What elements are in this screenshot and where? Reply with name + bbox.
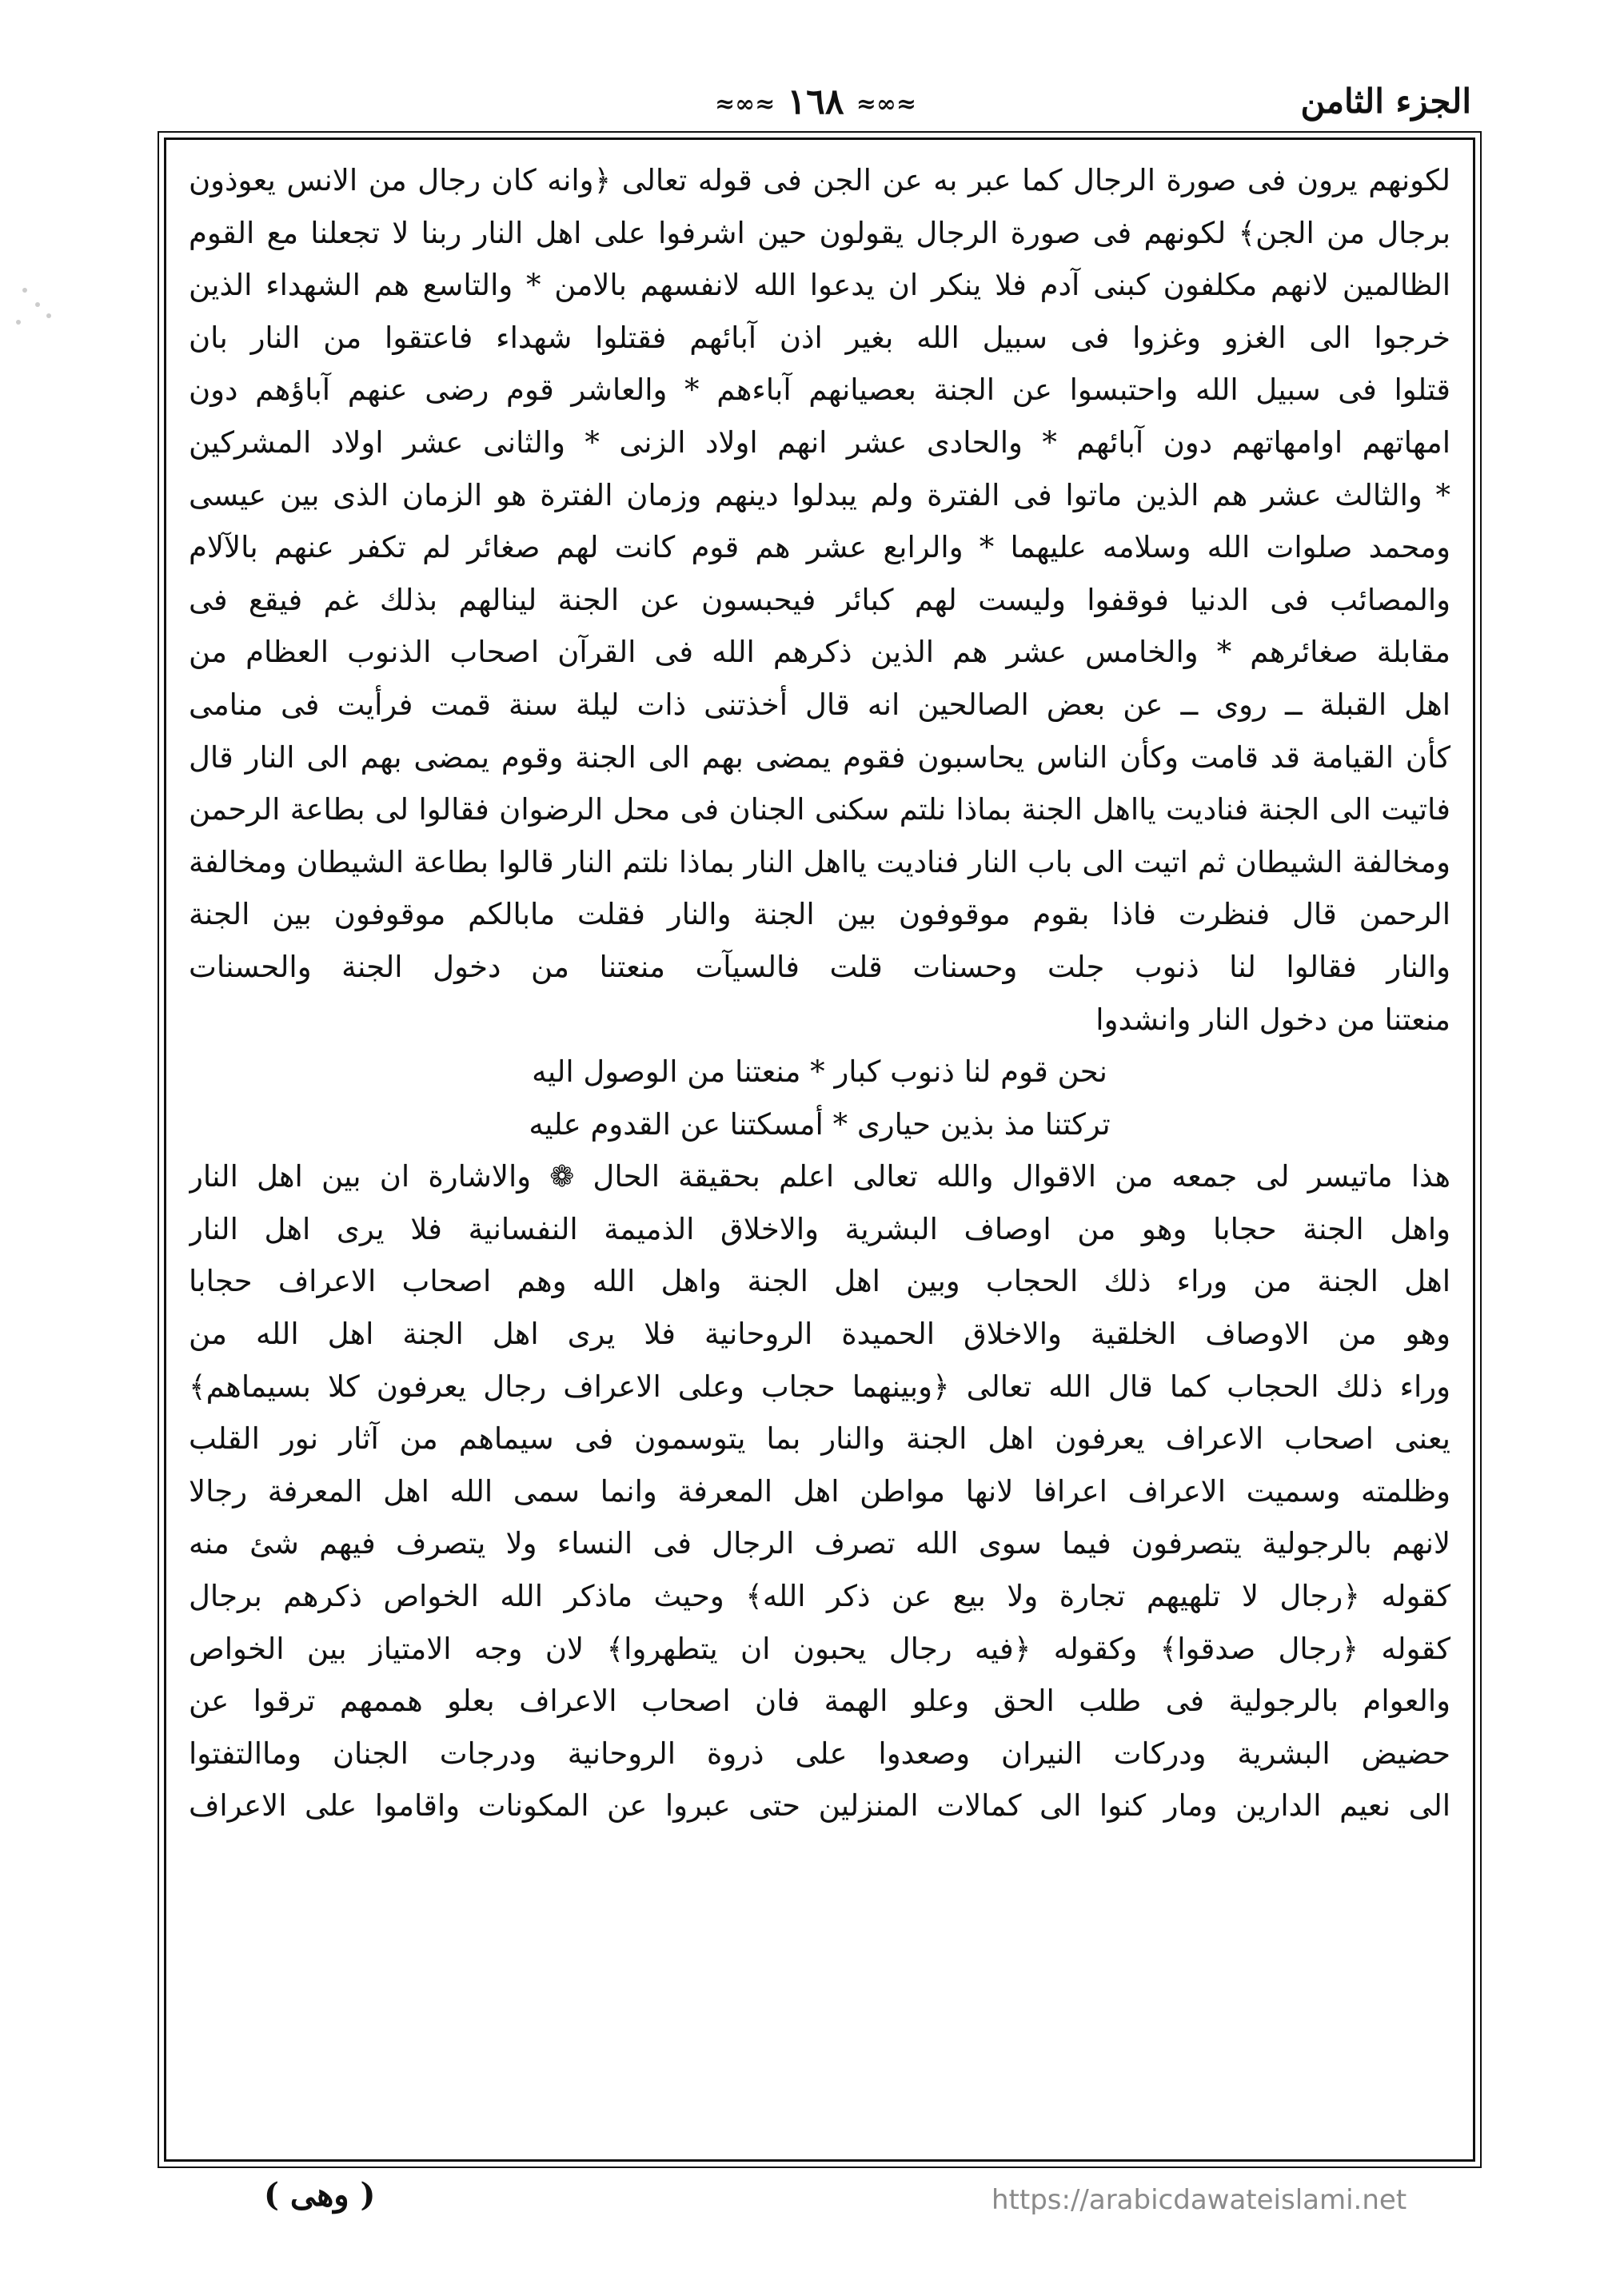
- ornament-right-icon: ≈∞≈: [856, 90, 917, 118]
- text-line: هذا ماتيسر لى جمعه من الاقوال والله تعالى اعلم بحقيقة الحال ❁ والاشارة ان بين اهل النار: [189, 1159, 1450, 1194]
- catchword: ( وهى ): [264, 2176, 376, 2214]
- scan-speck: [16, 320, 21, 325]
- text-frame: [164, 138, 1475, 2162]
- text-line: اهل القبلة ــ روى ــ عن بعض الصالحين انه قال أخذتنى ذات ليلة سنة قمت فرأيت فى منامى: [189, 687, 1450, 722]
- poem-verse: تركتنا مذ بذين حيارى * أمسكتنا عن القدوم عليه: [529, 1106, 1111, 1142]
- text-line: خرجوا الى الغزو وغزوا فى سبيل الله بغير اذن آبائهم فقتلوا شهداء فاعتقوا من النار بان: [189, 320, 1450, 355]
- body-text: [189, 154, 1450, 2151]
- text-line: * والثالث عشر هم الذين ماتوا فى الفترة ولم يبدلوا دينهم وزمان الفترة هو الزمان الذى بين عيسى: [189, 477, 1450, 512]
- text-line: كأن القيامة قد قامت وكأن الناس يحاسبون فقوم يمضى بهم الى الجنة وقوم يمضى بهم الى النار قال: [189, 739, 1450, 775]
- watermark-url: https://arabicdawateislami.net: [992, 2184, 1407, 2216]
- text-line: اهل الجنة من وراء ذلك الحجاب وبين اهل الجنة واهل الله وهم اصحاب الاعراف حجابا: [189, 1264, 1450, 1299]
- page-header: [160, 82, 1471, 130]
- scan-speck: [35, 302, 40, 307]
- text-line: فاتيت الى الجنة فناديت يااهل الجنة بماذا نلتم سكنى الجنان فى محل الرضوان فقالوا لى بطاعة الرحمن: [189, 792, 1450, 827]
- text-line: مقابلة صغائرهم * والخامس عشر هم الذين ذكرهم الله فى القرآن اصحاب الذنوب العظام من: [189, 635, 1450, 670]
- page-number-group: [715, 82, 916, 122]
- poem-verse: نحن قوم لنا ذنوب كبار * منعتنا من الوصول اليه: [532, 1054, 1107, 1090]
- scan-speck: [46, 313, 51, 318]
- text-line: واهل الجنة حجابا وهو من اوصاف البشرية والاخلاق الذميمة النفسانية فلا يرى اهل النار: [189, 1211, 1450, 1246]
- text-line: لانهم بالرجولية يتصرفون فيما سوى الله تصرف الرجال فى النساء ولا يتصرف فيهم شئ منه: [189, 1526, 1450, 1561]
- text-line: ومخالفة الشيطان ثم اتيت الى باب النار فناديت يااهل النار بماذا نلتم النار قالوا بطاعة الشيطان ومخالفة: [189, 844, 1450, 879]
- text-line: وراء ذلك الحجاب كما قال الله تعالى ﴿وبينهما حجاب وعلى الاعراف رجال يعرفون كلا بسيماهم﴾: [189, 1369, 1450, 1404]
- running-head: الجزء الثامن: [1300, 82, 1471, 121]
- scan-speck: [22, 288, 27, 293]
- text-line: ومحمد صلوات الله وسلامه عليهما * والرابع عشر هم قوم كانت لهم صغائر لم تكفر عنهم بالآلام: [189, 530, 1450, 565]
- text-line: كقوله ﴿رجال صدقوا﴾ وكقوله ﴿فيه رجال يحبون ان يتطهروا﴾ لان وجه الامتياز بين الخواص: [189, 1631, 1450, 1666]
- text-line: حضيض البشرية ودركات النيران وصعدوا على ذروة الروحانية ودرجات الجنان وماالتفتوا: [189, 1736, 1450, 1771]
- text-line: والنار فقالوا لنا ذنوب جلت وحسنات قلت فالسيآت منعتنا من دخول الجنة والحسنات: [189, 949, 1450, 984]
- text-line: الظالمين لانهم مكلفون كبنى آدم فلا ينكر ان يدعوا الله لانفسهم بالامن * والتاسع هم الشهداء الذين: [189, 268, 1450, 303]
- text-line: منعتنا من دخول النار وانشدوا: [1095, 1002, 1450, 1037]
- text-line: لكونهم يرون فى صورة الرجال كما عبر به عن الجن فى قوله تعالى ﴿وانه كان رجال من الانس يعوذون: [189, 163, 1450, 197]
- text-line: يعنى اصحاب الاعراف يعرفون اهل الجنة والنار بما يتوسمون فى سيماهم من آثار نور القلب: [189, 1421, 1450, 1457]
- text-line: برجال من الجن﴾ لكونهم فى صورة الرجال يقولون حين اشرفوا على اهل النار ربنا لا تجعلنا مع القوم: [189, 215, 1450, 250]
- text-line: امهاتهم اوامهاتهم دون آبائهم * والحادى عشر انهم اولاد الزنى * والثانى عشر اولاد المشركين: [189, 425, 1450, 460]
- text-line: كقوله ﴿رجال لا تلهيهم تجارة ولا بيع عن ذكر الله﴾ وحيث ماذكر الله الخواص ذكرهم برجال: [189, 1579, 1450, 1614]
- text-line: الرحمن قال فنظرت فاذا بقوم موقوفون بين الجنة والنار فقلت مابالكم موقوفون بين الجنة: [189, 897, 1450, 932]
- text-line: والعوام بالرجولية فى طلب الحق وعلو الهمة فان اصحاب الاعراف بعلو هممهم ترقوا عن: [189, 1684, 1450, 1719]
- ornament-left-icon: ≈∞≈: [714, 90, 776, 118]
- text-line: الى نعيم الدارين ومار كنوا الى كمالات المنزلين حتى عبروا عن المكونات واقاموا على الاعراف: [189, 1788, 1450, 1824]
- text-line: وظلمته وسميت الاعراف اعرافا لانها مواطن اهل المعرفة وانما سمى الله اهل المعرفة رجالا: [189, 1473, 1450, 1509]
- text-line: والمصائب فى الدنيا فوقفوا وليست لهم كبائر فيحبسون عن الجنة لينالهم بذلك غم فيقع فى: [189, 582, 1450, 617]
- page-number: ١٦٨: [787, 82, 844, 122]
- text-line: وهو من الاوصاف الخلقية والاخلاق الحميدة الروحانية فلا يرى اهل الجنة اهل الله من: [189, 1317, 1450, 1352]
- text-line: قتلوا فى سبيل الله واحتبسوا عن الجنة بعصيانهم آباءهم * والعاشر قوم رضى عنهم آباؤهم دون: [189, 373, 1450, 408]
